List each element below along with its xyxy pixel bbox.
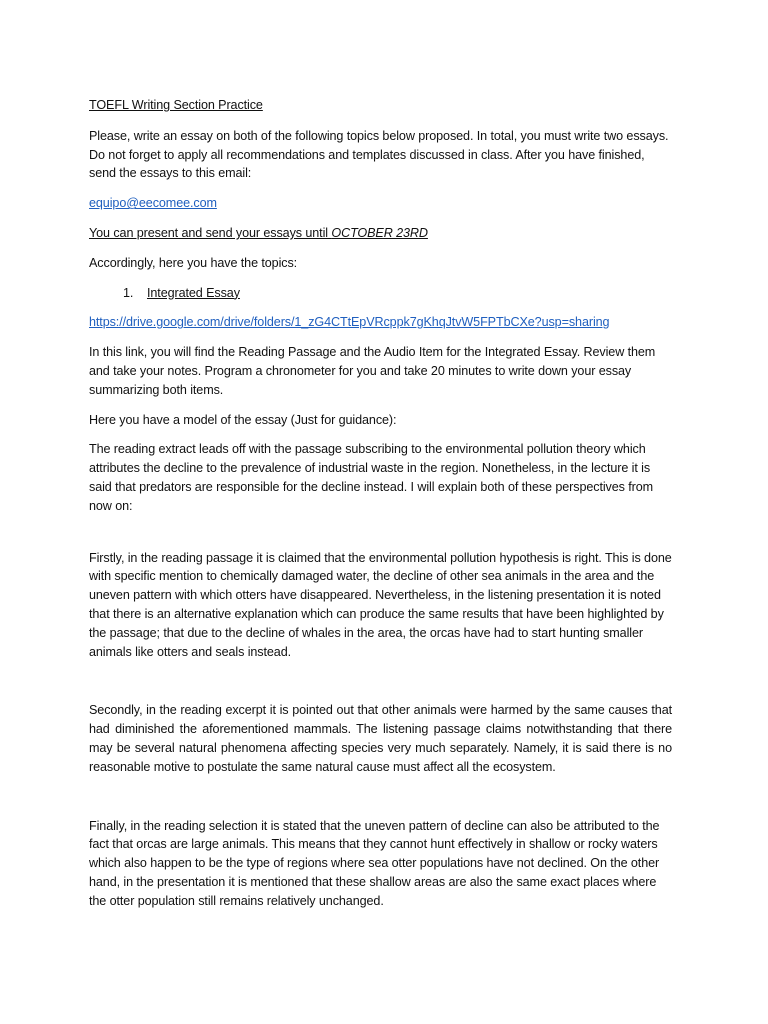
model-intro: Here you have a model of the essay (Just for guidance): bbox=[89, 412, 397, 427]
deadline-date: OCTOBER 23RD bbox=[331, 225, 428, 240]
essay-paragraph-final: Finally, in the reading selection it is stated that the uneven pattern of decline can also be attributed to the fact that orcas are large animals. This means that they cannot hunt effectively in shallow or rocky waters which also happen to be the type of regions where sea otter populations have not declined. On the other hand, in the presentation it is mentioned that these shallow areas are also the same exact places where the otter population still remains relatively unchanged. bbox=[89, 818, 660, 908]
drive-link-paragraph bbox=[89, 313, 672, 332]
essay-paragraph-intro: The reading extract leads off with the passage subscribing to the environmental pollution theory which attributes the decline to the prevalence of industrial waste in the region. Nonetheless, in the lecture it is said that predators are responsible for the decline instead. I will explain both of these perspectives from now on: bbox=[89, 442, 654, 513]
email-link[interactable]: equipo@eecomee.com bbox=[89, 196, 217, 211]
document-title: TOEFL Writing Section Practice bbox=[89, 98, 263, 112]
essay-paragraph-first: Firstly, in the reading passage it is claimed that the environmental pollution hypothesis is right. This is done with specific mention to chemically damaged water, the decline of other sea animals in the area and the uneven pattern with which otters have disappeared. Nevertheless, in the listening presentation it is noted that there is an alternative explanation which can produce the same results that have been highlighted by the passage; that due to the decline of whales in the area, the orcas have had to start hunting smaller animals like otters and seals instead. bbox=[89, 550, 672, 659]
deadline-prefix: You can present and send your essays until bbox=[89, 225, 332, 240]
topic-label: Integrated Essay bbox=[147, 285, 240, 300]
topics-intro: Accordingly, here you have the topics: bbox=[89, 255, 298, 270]
drive-link[interactable]: https://drive.google.com/drive/folders/1_zG4CTtEpVRcppk7gKhqJtvW5FPTbCXe?usp=sharing bbox=[89, 315, 610, 330]
deadline-paragraph bbox=[89, 224, 672, 243]
topic-list-item bbox=[89, 284, 672, 303]
intro-paragraph: Please, write an essay on both of the following topics below proposed. In total, you must write two essays. Do not forget to apply all recommendations and templates discussed in class. After you have finished, send the essays to this email: bbox=[89, 128, 669, 181]
link-instructions: In this link, you will find the Reading Passage and the Audio Item for the Integrated Essay. Review them and take your notes. Program a chronometer for you and take 20 minutes to write down your essay summarizing both items. bbox=[89, 345, 656, 397]
topic-number: 1. bbox=[123, 285, 134, 300]
essay-paragraph-second: Secondly, in the reading excerpt it is pointed out that other animals were harmed by the same causes that had diminished the aforementioned mammals. The listening passage claims notwithstanding that there may be several natural phenomena affecting species very much separately. Namely, it is said there is no reasonable motive to postulate the same natural cause must affect all the ecosystem. bbox=[89, 703, 672, 774]
email-paragraph bbox=[89, 194, 672, 213]
document-body bbox=[89, 96, 672, 922]
